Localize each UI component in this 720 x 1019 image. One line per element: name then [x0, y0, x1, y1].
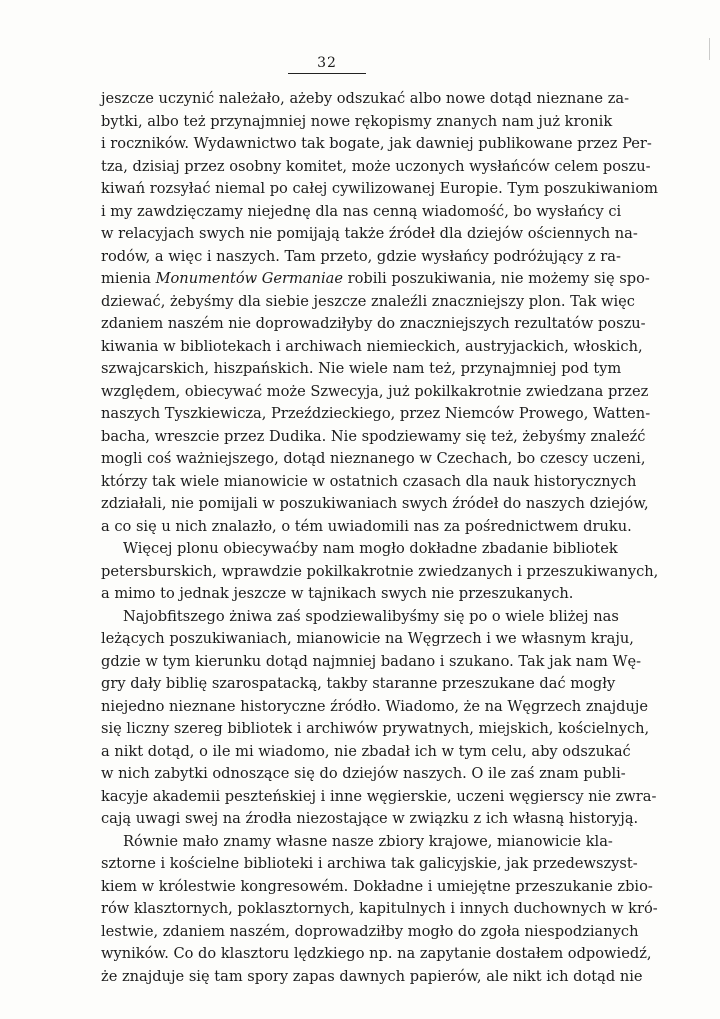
text-line: Najobfitszego żniwa zaś spodziewalibyśmy się po o wiele bliżej nas	[123, 607, 619, 625]
italic-title: Monumentów Germaniae	[155, 270, 343, 287]
page-number: 32	[317, 55, 337, 71]
text-line: naszych Tyszkiewicza, Przeździeckiego, przez Niemców Prowego, Watten-	[101, 405, 651, 422]
text-line: i roczników. Wydawnictwo tak bogate, jak dawniej publikowane przez Per-	[101, 135, 652, 152]
text-line: a co się u nich znalazło, o tém uwiadomili nas za pośrednictwem druku.	[101, 517, 632, 535]
text-line: kiwania w bibliotekach i archiwach niemieckich, austryjackich, włoskich,	[101, 337, 643, 355]
text-line: względem, obiecywać może Szwecyja, już pokilkakrotnie zwiedzana przez	[101, 382, 649, 400]
text-line: a mimo to jednak jeszcze w tajnikach swych nie przeszukanych.	[101, 585, 574, 602]
text-line: w relacyjach swych nie pomijają także źródeł dla dziejów ościennych na-	[101, 225, 638, 242]
text-line: bacha, wreszcie przez Dudika. Nie spodziewamy się też, żebyśmy znaleźć	[101, 427, 646, 445]
text-line: którzy tak wiele mianowicie w ostatnich czasach dla nauk historycznych	[101, 472, 637, 490]
text-line: leżących poszukiwaniach, mianowicie na Węgrzech i we własnym kraju,	[101, 630, 634, 647]
text-line: tza, dzisiaj przez osobny komitet, może uczonych wysłańców celem poszu-	[101, 157, 651, 175]
text-line: Więcej plonu obiecywaćby nam mogło dokładne zbadanie bibliotek	[123, 540, 618, 557]
text-line: szwajcarskich, hiszpańskich. Nie wiele nam też, przynajmniej pod tym	[101, 360, 622, 377]
text-line: petersburskich, wprawdzie pokilkakrotnie zwiedzanych i przeszukiwanych,	[101, 562, 659, 580]
text-line-segment: robili poszukiwania, nie możemy się spo-	[342, 270, 650, 287]
page-number-rule	[288, 73, 366, 74]
text-line: mogli coś ważniejszego, dotąd nieznanego w Czechach, bo czescy uczeni,	[101, 450, 646, 467]
text-line	[101, 268, 650, 291]
text-line: lestwie, zdaniem naszém, doprowadziłby mogło do zgoła niespodzianych	[101, 922, 639, 940]
text-line: bytki, albo też przynajmniej nowe rękopismy znanych nam już kronik	[101, 112, 613, 130]
text-line: że znajduje się tam spory zapas dawnych papierów, ale nikt ich dotąd nie	[101, 967, 643, 985]
text-line: niejedno nieznane historyczne źródło. Wiadomo, że na Węgrzech znajduje	[101, 697, 649, 715]
text-line: i my zawdzięczamy niejednę dla nas cenną wiadomość, bo wysłańcy ci	[101, 202, 622, 220]
text-line: jeszcze uczynić należało, ażeby odszukać albo nowe dotąd nieznane za-	[101, 90, 630, 107]
page-edge-mark	[709, 38, 718, 60]
text-line: dziewać, żebyśmy dla siebie jeszcze znaleźli znaczniejszy plon. Tak więc	[101, 292, 635, 310]
text-line: gdzie w tym kierunku dotąd najmniej badano i szukano. Tak jak nam Wę-	[101, 652, 642, 670]
text-line: rodów, a więc i naszych. Tam przeto, gdzie wysłańcy podróżujący z ra-	[101, 247, 621, 265]
text-line: cają uwagi swej na źrodła niezostające w związku z ich własną historyją.	[101, 810, 639, 827]
text-line: w nich zabytki odnoszące się do dziejów naszych. O ile zaś znam publi-	[101, 765, 626, 782]
text-line: zdaniem naszém nie doprowadziłyby do znaczniejszych rezultatów poszu-	[101, 315, 646, 332]
text-line: kacyje akademii peszteńskiej i inne węgierskie, uczeni węgierscy nie zwra-	[101, 787, 657, 805]
text-line: sztorne i kościelne biblioteki i archiwa tak galicyjskie, jak przedewszyst-	[101, 855, 638, 872]
text-line: a nikt dotąd, o ile mi wiadomo, nie zbadał ich w tym celu, aby odszukać	[101, 742, 631, 760]
text-line: zdziałali, nie pomijali w poszukiwaniach swych źródeł do naszych dziejów,	[101, 495, 649, 512]
text-line: wyników. Co do klasztoru lędzkiego np. na zapytanie dostałem odpowiedź,	[101, 945, 652, 962]
text-line-segment: mienia	[101, 270, 156, 287]
text-line: Równie mało znamy własne nasze zbiory krajowe, mianowicie kla-	[123, 832, 613, 850]
text-line: się liczny szereg bibliotek i archiwów prywatnych, miejskich, kościelnych,	[101, 720, 650, 737]
body-text	[101, 88, 659, 988]
text-line: kiem w królestwie kongresowém. Dokładne i umiejętne przeszukanie zbio-	[101, 877, 653, 895]
text-line: rów klasztornych, poklasztornych, kapitulnych i innych duchownych w kró-	[101, 900, 658, 917]
text-line: gry dały biblię szarospatacką, takby staranne przeszukane dać mogły	[101, 675, 616, 692]
text-line: kiwań rozsyłać niemal po całej cywilizowanej Europie. Tym poszukiwaniom	[101, 180, 658, 197]
